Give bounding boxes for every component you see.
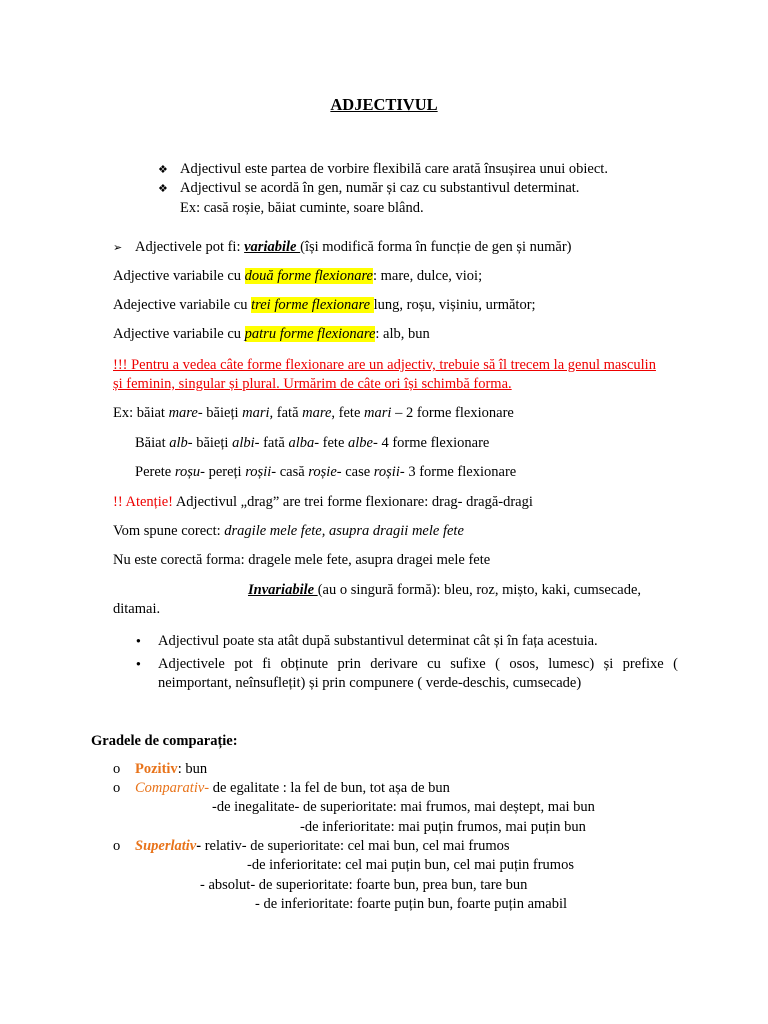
comparativ-label: Comparativ-: [135, 780, 210, 796]
warning-line-1: !!! Pentru a vedea câte forme flexionare are un adjectiv, trebuie să îl trecem la genul masculin: [113, 357, 656, 373]
drag-warning: [113, 493, 533, 512]
text: - case: [336, 464, 374, 480]
italic-word: roșii: [373, 464, 400, 480]
comparativ-line: [113, 779, 450, 798]
variabile-three-forms: [113, 296, 536, 315]
superlativ-line: [113, 837, 510, 856]
text: : bun: [177, 761, 208, 777]
text: - casă: [271, 464, 309, 480]
italic-word: albi: [232, 435, 255, 451]
variabile-four-forms: [113, 325, 430, 344]
intro-text-2: Adjectivul se acordă în gen, număr și caz cu substantivul determinat.: [180, 180, 580, 196]
text: Adjective variabile cu: [113, 326, 245, 342]
superlativ-absolut-inferioritate: - de inferioritate: foarte puțin bun, foarte puțin amabil: [255, 896, 568, 912]
variabile-term: variabile: [244, 239, 301, 255]
italic-phrase: dragile mele fete, asupra dragii mele fete: [224, 523, 464, 539]
text: Adjective variabile cu: [113, 268, 245, 284]
text: (au o singură formă): bleu, roz, mișto, kaki, cumsecade,: [317, 582, 642, 598]
diamond-bullet-icon: ❖: [158, 183, 168, 195]
italic-word: alba: [288, 435, 315, 451]
text: - băieți: [197, 405, 243, 421]
text: de egalitate : la fel de bun, tot așa de bun: [209, 780, 450, 796]
text: Adjectivul „drag” are trei forme flexionare: drag- dragă-dragi: [173, 494, 533, 510]
pozitiv-label: Pozitiv: [135, 761, 178, 777]
text: : mare, dulce, vioi;: [372, 268, 483, 284]
comparativ-inferioritate: -de inferioritate: mai puțin frumos, mai puțin bun: [300, 819, 586, 835]
text: - fată: [254, 435, 289, 451]
intro-text-1: Adjectivul este partea de vorbire flexibilă care arată însușirea unui obiect.: [180, 161, 608, 177]
variabile-rest: (își modifică forma în funcție de gen și număr): [300, 239, 572, 255]
circle-bullet-icon: o: [113, 780, 121, 796]
warning-line-2: și feminin, singular și plural. Urmărim de câte ori își schimbă forma.: [113, 376, 512, 392]
dot-bullet-icon: ●: [136, 636, 141, 645]
circle-bullet-icon: o: [113, 761, 121, 777]
invariabile-continuation: ditamai.: [113, 601, 161, 617]
note-text-1: Adjectivul poate sta atât după substantivul determinat cât și în fața acestuia.: [158, 633, 598, 649]
italic-word: mari,: [242, 405, 274, 421]
pozitiv-line: [113, 760, 207, 779]
text: - 4 forme flexionare: [373, 435, 490, 451]
text: Vom spune corect:: [113, 523, 225, 539]
text: relativ- de superioritate: cel mai bun, cel mai frumos: [201, 838, 510, 854]
text: -: [196, 838, 202, 854]
example-mare: [113, 404, 514, 423]
superlativ-absolut: - absolut- de superioritate: foarte bun, prea bun, tare bun: [200, 877, 528, 893]
text: Adejective variabile cu: [113, 297, 252, 313]
example-alb: [135, 434, 489, 453]
intro-bullet-2: [158, 179, 579, 198]
arrow-bullet-icon: ➢: [113, 242, 123, 254]
highlight: patru forme flexionare: [244, 326, 376, 342]
invariabile-line: [248, 581, 678, 600]
intro-bullet-1: [158, 160, 608, 179]
note-text-2: Adjectivele pot fi obținute prin derivare cu sufixe ( osos, lumesc) și prefixe ( neimportant, neînsuflețit) și prin compunere ( verde-deschis, cumsecade): [158, 656, 678, 691]
gradele-heading: Gradele de comparație:: [91, 733, 238, 749]
intro-example: Ex: casă roșie, băiat cuminte, soare blând.: [180, 200, 424, 216]
text: , fete: [331, 405, 365, 421]
superlativ-inferioritate: -de inferioritate: cel mai puțin bun, cel mai puțin frumos: [247, 857, 574, 873]
italic-word: mare: [168, 405, 198, 421]
italic-word: roșie: [308, 464, 337, 480]
attention-label: !! Atenție!: [113, 494, 173, 510]
example-rosu: [135, 463, 516, 482]
text: - 3 forme flexionare: [399, 464, 517, 480]
text: Perete: [135, 464, 175, 480]
invariabile-term: Invariabile: [248, 582, 318, 598]
text: – 2 forme flexionare: [391, 405, 514, 421]
text: : alb, bun: [375, 326, 430, 342]
diamond-bullet-icon: ❖: [158, 164, 168, 176]
text: lung, roșu, vișiniu, următor;: [373, 297, 536, 313]
superlativ-label: Superlativ: [135, 838, 197, 854]
dot-bullet-icon: ●: [136, 659, 141, 668]
italic-word: albe: [348, 435, 373, 451]
variabile-two-forms: [113, 267, 482, 286]
variabile-line: [113, 238, 572, 257]
italic-word: mare: [302, 405, 332, 421]
text: Băiat: [135, 435, 170, 451]
italic-word: mari: [364, 405, 392, 421]
drag-wrong: Nu este corectă forma: dragele mele fete, asupra dragei mele fete: [113, 552, 491, 568]
page-title: ADJECTIVUL: [330, 95, 438, 114]
text: Ex: băiat: [113, 405, 169, 421]
highlight: două forme flexionare: [244, 268, 373, 284]
text: - băieți: [187, 435, 233, 451]
drag-correct: [113, 522, 464, 541]
text: - pereți: [200, 464, 246, 480]
text: fată: [273, 405, 303, 421]
note-bullet-1: [136, 632, 141, 651]
italic-word: roșu: [174, 464, 201, 480]
comparativ-inegalitate: -de inegalitate- de superioritate: mai frumos, mai deștept, mai bun: [212, 799, 595, 815]
text: - fete: [314, 435, 349, 451]
highlight: trei forme flexionare: [251, 297, 374, 313]
italic-word: alb: [169, 435, 188, 451]
variabile-prefix: Adjectivele pot fi:: [135, 239, 245, 255]
italic-word: roșii: [245, 464, 272, 480]
circle-bullet-icon: o: [113, 838, 121, 854]
note-bullet-2: [136, 655, 141, 674]
